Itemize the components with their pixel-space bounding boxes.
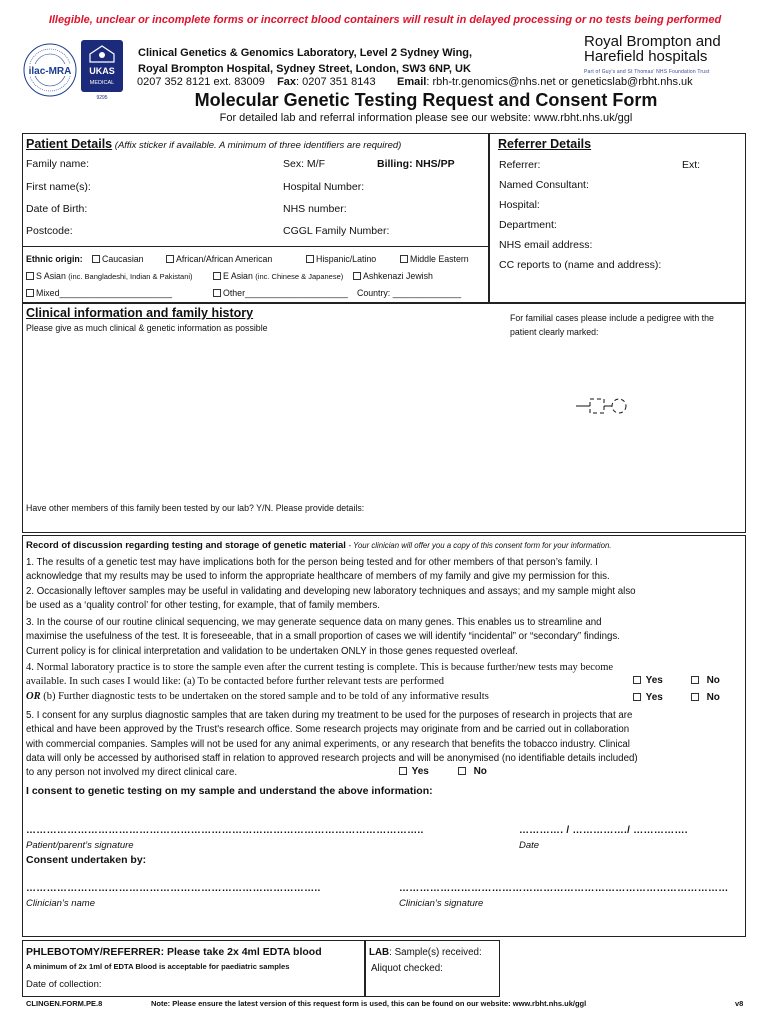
phlebotomy-heading: PHLEBOTOMY/REFERRER: Please take 2x 4ml EDTA blood [26, 946, 322, 958]
svg-text:ilac-MRA: ilac-MRA [28, 66, 72, 77]
consent-statement: I consent to genetic testing on my sample and understand the above information: [26, 785, 433, 797]
pedigree-hint: For familial cases please include a pedigree with the patient clearly marked: [510, 313, 714, 337]
form-version: v8 [735, 999, 744, 1008]
date-of-collection-field[interactable]: Date of collection: [26, 979, 102, 990]
svg-text:MEDICAL: MEDICAL [89, 80, 115, 86]
hospital-number-field[interactable]: Hospital Number: [283, 181, 365, 193]
first-names-field[interactable]: First name(s): [26, 181, 91, 193]
referrer-field[interactable]: Referrer: [499, 159, 541, 171]
dob-field[interactable]: Date of Birth: [26, 203, 88, 215]
date-line[interactable]: …………. / ……………./ ……………. [519, 825, 688, 836]
clinician-signature-line[interactable]: …………………………………………………………………………………… [399, 883, 729, 894]
warning-banner: Illegible, unclear or incomplete forms or incorrect blood containers will result in delayed processing or no tests being performed [48, 14, 722, 26]
billing-field[interactable]: Billing: NHS/PP [377, 158, 455, 170]
consent-para-4: 4. Normal laboratory practice is to store the sample even after the current testing is complete. This is because further/new tests may become available. In such cases I would like: (a) To be contacted before further relevant tests are performed OR (b) Further diagnostic tests to be undertaken on the stored sample and to be told of any informative results [26, 662, 614, 702]
option-a-no-checkbox[interactable]: No [691, 675, 720, 686]
svg-text:UKAS: UKAS [89, 66, 115, 76]
option-a-yes-checkbox[interactable]: Yes [633, 675, 663, 686]
consent-heading: Record of discussion regarding testing and storage of genetic material - Your clinician will offer you a copy of this consent form for your information. [26, 540, 612, 551]
family-name-field[interactable]: Family name: [26, 158, 90, 170]
cc-reports-field[interactable]: CC reports to (name and address): [499, 259, 662, 271]
consent-para-2: 2. Occasionally leftover samples may be useful in validating and developing new laboratory techniques and assays; and my sample might also be used as a ‘quality control’ for other testing, for example, that of family members. [26, 586, 636, 612]
ethnic-label: Ethnic origin: [26, 254, 83, 264]
clinical-info-heading: Clinical information and family history [26, 306, 254, 320]
ethnic-sasian-checkbox[interactable]: S Asian (inc. Bangladeshi, Indian & Pakistani) [26, 271, 193, 281]
lab-address: Clinical Genetics & Genomics Laboratory, Level 2 Sydney Wing, Royal Brompton Hospital, Sydney Street, London, SW3 6NP, UK [138, 47, 473, 75]
pedigree-symbol-icon [574, 397, 628, 418]
royal-brompton-logo: Royal Brompton and Harefield hospitals Part of Guy's and St Thomas' NHS Foundation Trust [584, 33, 721, 75]
hospital-field[interactable]: Hospital: [499, 199, 540, 211]
patient-signature-line[interactable]: …………………………………………………………………………………………………….. [26, 825, 424, 836]
clinician-name-line[interactable]: ………………………………………………………………………….. [26, 883, 321, 894]
svg-text:9295: 9295 [96, 95, 108, 101]
ethnic-middle-eastern-checkbox[interactable]: Middle Eastern [400, 254, 469, 264]
ethnic-mixed-checkbox[interactable]: Mixed_______________________ [26, 288, 172, 298]
nhs-number-field[interactable]: NHS number: [283, 203, 347, 215]
ethnic-hispanic-checkbox[interactable]: Hispanic/Latino [306, 254, 376, 264]
ethnic-other-checkbox[interactable]: Other_____________________ [213, 288, 348, 298]
cggl-family-number-field[interactable]: CGGL Family Number: [283, 225, 390, 237]
postcode-field[interactable]: Postcode: [26, 225, 73, 237]
clinical-info-hint: Please give as much clinical & genetic information as possible [26, 323, 268, 333]
research-yes-checkbox[interactable]: Yes [399, 766, 429, 777]
consent-para-5: 5. I consent for any surplus diagnostic samples that are taken during my treatment to be used for the purposes of research in projects that are ethical and have been approved by the Trust's research office. Some research projects may originate from and be carried out in collaboration with commercial companies. Samples will not be used for any animal experiments, or any research that benefits the tobacco industry. Clinical data will only be accessed by authorised staff in relation to approved research projects and will be anonymised (no identifiable details included) to any person not involved my direct clinical care. [26, 710, 638, 779]
ethnic-ashkenazi-checkbox[interactable]: Ashkenazi Jewish [353, 271, 433, 281]
referrer-heading: Referrer Details [498, 137, 592, 151]
ethnic-african-checkbox[interactable]: African/African American [166, 254, 272, 264]
form-code: CLINGEN.FORM.PE.8 [26, 999, 103, 1008]
ext-field[interactable]: Ext: [682, 159, 701, 171]
ethnic-divider [22, 246, 489, 247]
date-label: Date [519, 840, 540, 851]
sample-received-field[interactable]: LAB: Sample(s) received: [369, 947, 482, 958]
other-members-tested[interactable]: Have other members of this family been tested by our lab? Y/N. Please provide details: [26, 503, 365, 513]
nhs-email-field[interactable]: NHS email address: [499, 239, 593, 251]
country-field[interactable]: Country: ______________ [357, 288, 462, 298]
consent-para-1: 1. The results of a genetic test may have implications both for the person being tested and for other members of that person’s family. I acknowledge that my results may be used to inform the appropriate healthcare of members of my family and give my permission for this. [26, 557, 610, 583]
form-title: Molecular Genetic Testing Request and Consent Form [194, 90, 658, 110]
named-consultant-field[interactable]: Named Consultant: [499, 179, 589, 191]
research-no-checkbox[interactable]: No [458, 766, 487, 777]
option-b-yes-checkbox[interactable]: Yes [633, 692, 663, 703]
form-subtitle: For detailed lab and referral information please see our website: www.rbht.nhs.uk/ggl [219, 112, 633, 124]
ethnic-caucasian-checkbox[interactable]: Caucasian [92, 254, 144, 264]
phlebotomy-note: A minimum of 2x 1ml of EDTA Blood is acceptable for paediatric samples [26, 962, 290, 971]
ethnic-easian-checkbox[interactable]: E Asian (inc. Chinese & Japanese) [213, 271, 343, 281]
patient-details-heading: Patient Details (Affix sticker if available. A minimum of three identifiers are required) [26, 137, 402, 151]
consent-undertaken-label: Consent undertaken by: [26, 854, 147, 866]
aliquot-checked-field[interactable]: Aliquot checked: [371, 963, 443, 974]
footer-note: Note: Please ensure the latest version of this request form is used, this can be found on our website: www.rbht.nhs.uk/ggl [151, 999, 587, 1008]
consent-para-3: 3. In the course of our routine clinical sequencing, we may generate sequence data on many genes. This enables us to streamline and maximise the usefulness of the test. It is foreseeable, that in a small proportion of cases we will identify “incidental” or “secondary” findings. Current policy is for clinical interpretation and validation to be undertaken ONLY in those genes requested overleaf. [26, 617, 620, 657]
department-field[interactable]: Department: [499, 219, 557, 231]
sex-field[interactable]: Sex: M/F [283, 158, 326, 170]
lab-contact: 0207 352 8121 ext. 83009 Fax: 0207 351 8143 Email: rbh-tr.genomics@nhs.net or geneticslab@rbht.nhs.uk [137, 76, 693, 88]
clinician-signature-label: Clinician’s signature [399, 898, 484, 909]
option-b-no-checkbox[interactable]: No [691, 692, 720, 703]
patient-signature-label: Patient/parent’s signature [26, 840, 134, 851]
clinician-name-label: Clinician’s name [26, 898, 95, 909]
